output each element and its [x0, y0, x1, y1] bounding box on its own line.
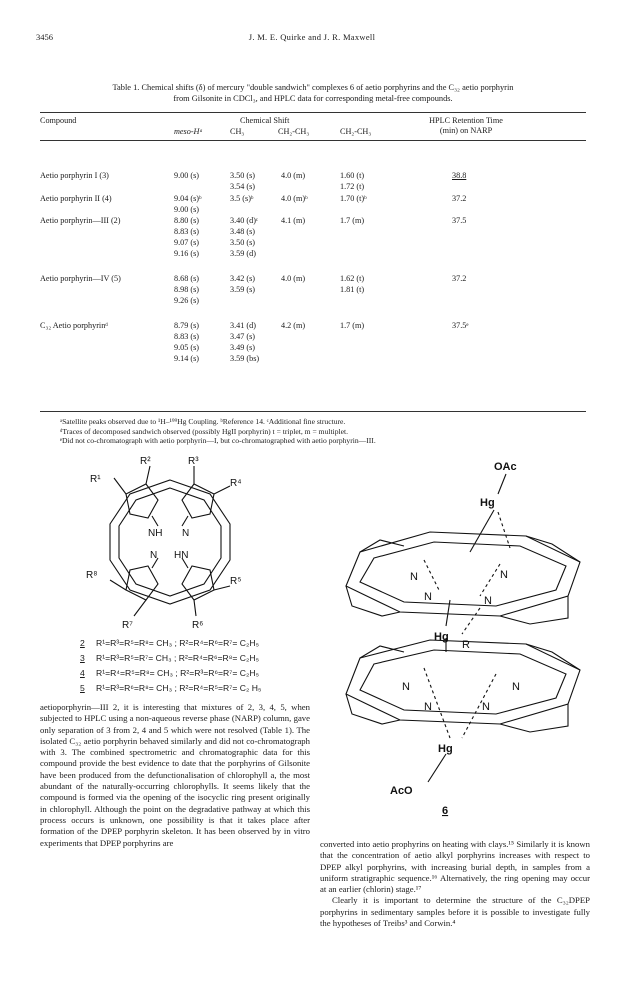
r-label: R	[462, 639, 470, 651]
table-cell-value: 3.50 (s)	[230, 238, 256, 247]
n-upper-3: N	[424, 591, 432, 603]
table-cell-value: 9.00 (s)	[174, 171, 200, 180]
oac-label: OAc	[494, 461, 517, 473]
table-cell-ch2	[281, 193, 308, 204]
table-cell-compound	[40, 193, 112, 204]
table-cell-value: Aetio porphyrin II (4)	[40, 194, 112, 203]
r7-label: R⁷	[122, 620, 133, 631]
r6-label: R⁶	[192, 620, 204, 631]
table-caption-line2: from Gilsonite in CDCl₃, and HPLC data for corresponding metal-free compounds.	[173, 94, 453, 103]
sandwich-complex-structure	[330, 448, 600, 823]
table-cell-value: Aetio porphyrin—III (2)	[40, 216, 121, 225]
table-cell-value: 3.50 (s)	[230, 171, 256, 180]
table-cell-ch2	[281, 320, 305, 331]
compound-6-label: 6	[442, 805, 449, 817]
n-upper-4: N	[484, 595, 492, 607]
isomer-3: 3 R¹=R³=R⁵=R⁷= CH₃ ; R²=R⁴=R⁶=R⁸= C₂H₅	[80, 653, 259, 663]
table-caption	[40, 82, 586, 104]
table-cell-ch3	[230, 320, 259, 364]
hg-middle-label: Hg	[434, 631, 449, 643]
isomer-5: 5 R¹=R³=R⁶=R⁸= CH₃ ; R²=R⁴=R⁵=R⁷= C₂ H₅	[80, 683, 262, 693]
table-cell-ch3	[230, 170, 255, 192]
table-top-rule	[40, 112, 586, 113]
header-meso: meso-Hᵃ	[174, 127, 203, 136]
table-cell-value: 4.0 (m)	[281, 274, 306, 283]
r8-label: R⁸	[86, 570, 98, 581]
table-cell-hplc	[452, 320, 468, 331]
table-caption-line1: Table 1. Chemical shifts (δ) of mercury "double sandwich" complexes 6 of aetio porphyrins and the C₃₂ aetio porphyrin	[112, 83, 514, 92]
table-cell-compound	[40, 170, 109, 181]
table-cell-compound	[40, 273, 121, 284]
n-upper-1: N	[410, 571, 418, 583]
running-head: J. M. E. Quirke and J. R. Maxwell	[248, 32, 376, 42]
n-lower-3: N	[424, 701, 432, 713]
hg-top-label: Hg	[480, 497, 495, 509]
table-cell-value: Aetio porphyrin I (3)	[40, 171, 109, 180]
table-cell-value: 8.79 (s)	[174, 321, 200, 330]
table-cell-value: 8.68 (s)	[174, 274, 200, 283]
n-lower-1: N	[402, 681, 410, 693]
table-cell-value: 9.00 (s)	[174, 205, 200, 214]
header-ch2ch3: CH₂-CH₃	[278, 127, 310, 136]
table-cell-ch3b	[340, 215, 364, 226]
table-cell-ch3b	[340, 320, 364, 331]
table-cell-value: 9.07 (s)	[174, 238, 200, 247]
table-cell-value: 3.41 (d)	[230, 321, 256, 330]
table-cell-compound	[40, 215, 121, 226]
table-cell-value: 9.26 (s)	[174, 296, 200, 305]
table-cell-meso	[174, 273, 199, 306]
table-cell-value: 38.8	[452, 171, 467, 180]
r1-label: R¹	[90, 474, 101, 485]
table-cell-value: 9.16 (s)	[174, 249, 200, 258]
table-footnotes	[60, 417, 376, 446]
table-cell-meso	[174, 320, 199, 364]
hn-label: HN	[174, 550, 189, 561]
table-cell-value: 37.5ᵉ	[452, 321, 469, 330]
table-cell-ch2	[281, 170, 305, 181]
table-cell-value: 9.14 (s)	[174, 354, 200, 363]
r5-label: R⁵	[230, 576, 242, 587]
table-cell-value: 8.83 (s)	[174, 227, 200, 236]
hg-bottom-label: Hg	[438, 743, 453, 755]
page-number: 3456	[36, 32, 53, 42]
table-cell-value: 37.2	[452, 194, 467, 203]
r3-label: R³	[188, 456, 199, 467]
table-cell-hplc	[452, 215, 466, 226]
table-cell-hplc	[452, 193, 466, 204]
table-cell-hplc	[452, 273, 466, 284]
table-cell-value: 3.59 (d)	[230, 249, 256, 258]
table-cell-value: 3.59 (s)	[230, 285, 256, 294]
header-hplc: HPLC Retention Time (min) on NARP	[429, 116, 503, 135]
table-cell-value: 4.0 (m)ᵇ	[281, 194, 308, 203]
aco-label: AcO	[390, 785, 413, 797]
table-cell-ch3	[230, 215, 258, 259]
r4-label: R⁴	[230, 478, 242, 489]
table-cell-meso	[174, 193, 202, 215]
table-cell-value: 3.49 (s)	[230, 343, 256, 352]
table-cell-value: 1.7 (m)	[340, 321, 365, 330]
isomer-4: 4 R¹=R⁴=R⁵=R⁸= CH₃ ; R²=R³=R⁶=R⁷= C₂H₅	[80, 668, 259, 678]
table-cell-value: 3.48 (s)	[230, 227, 256, 236]
table-cell-value: 1.70 (t)ᵇ	[340, 194, 367, 203]
table-cell-ch3	[230, 273, 255, 295]
footnote-e: ᵉDid not co-chromatograph with aetio porphyrin—I, but co-chromatographed with aetio porphyrin—III.	[60, 436, 376, 446]
table-cell-value: 3.42 (s)	[230, 274, 256, 283]
nh-label-1: NH	[148, 528, 163, 539]
table-cell-value: 3.54 (s)	[230, 182, 256, 191]
n-label-1: N	[182, 528, 190, 539]
table-cell-ch3b	[340, 193, 367, 204]
porphyrin-structure	[70, 452, 270, 632]
right-column-text: converted into aetio prophyrins on heating with clays.¹⁵ Similarly it is known that the concentration of aetio alkyl porphyrins increases with respect to DPEP alkyl porphyrins, with increasing burial depth, in samples from a uniform stratigraphic sequence.¹⁶ Alternatively, the ring opening may occur at an earlier (chlorin) stage.¹⁷ Clearly it is important to determine the structure of the C₃₂DPEP porphyrins in sedimentary samples before it is possible to investigate fully the hypotheses of Treibs³ and Corwin.⁴	[320, 839, 590, 929]
table-cell-ch2	[281, 215, 305, 226]
table-cell-value: 1.72 (t)	[340, 182, 365, 191]
table-cell-ch3b	[340, 170, 364, 192]
n-upper-2: N	[500, 569, 508, 581]
isomer-list	[80, 636, 261, 696]
table-cell-value: 1.62 (t)	[340, 274, 365, 283]
footnote-d: ᵈTraces of decomposed sandwich observed (possibly HgII porphyrin) t = triplet, m = multiplet.	[60, 426, 348, 436]
table-cell-value: 3.47 (s)	[230, 332, 256, 341]
table-cell-value: Aetio porphyrin—IV (5)	[40, 274, 121, 283]
table-cell-value: 4.1 (m)	[281, 216, 306, 225]
table-cell-value: 8.98 (s)	[174, 285, 200, 294]
table-cell-value: 3.59 (bs)	[230, 354, 260, 363]
n-lower-4: N	[482, 701, 490, 713]
table-cell-meso	[174, 215, 199, 259]
table-cell-ch3	[230, 193, 253, 204]
table-cell-value: 1.7 (m)	[340, 216, 365, 225]
table-cell-value: 8.80 (s)	[174, 216, 200, 225]
table-cell-value: 4.0 (m)	[281, 171, 306, 180]
footnote-a: ᵃSatellite peaks observed due to ¹H–¹⁹⁹Hg Coupling. ᵇReference 14. ᶜAdditional fine structure.	[60, 417, 346, 426]
table-header-rule	[40, 140, 586, 141]
table-cell-value: 4.2 (m)	[281, 321, 306, 330]
header-ch2ch3-b: CH₂-CH₃	[340, 127, 372, 136]
r2-label: R²	[140, 456, 151, 467]
table-cell-value: 37.2	[452, 274, 467, 283]
table-cell-meso	[174, 170, 199, 181]
table-cell-value: C₃₂ Aetio porphyrinᵈ	[40, 321, 108, 330]
table-cell-ch2	[281, 273, 305, 284]
n-label-2: N	[150, 550, 158, 561]
header-ch3: CH₃	[230, 127, 245, 136]
header-chemical-shift: Chemical Shift	[240, 116, 290, 125]
isomer-2: 2 R¹=R³=R⁵=R⁸= CH₃ ; R²=R⁴=R⁶=R⁷= C₂H₅	[80, 638, 259, 648]
table-cell-value: 37.5	[452, 216, 467, 225]
n-lower-2: N	[512, 681, 520, 693]
table-cell-hplc	[452, 170, 466, 181]
table-cell-compound	[40, 320, 108, 331]
table-cell-value: 9.05 (s)	[174, 343, 200, 352]
table-cell-value: 3.40 (d)ᶜ	[230, 216, 259, 225]
table-cell-value: 8.83 (s)	[174, 332, 200, 341]
table-cell-value: 1.60 (t)	[340, 171, 365, 180]
table-bottom-rule	[40, 411, 586, 412]
table-cell-ch3b	[340, 273, 364, 295]
table-cell-value: 3.5 (s)ᵇ	[230, 194, 254, 203]
table-cell-value: 1.81 (t)	[340, 285, 365, 294]
table-cell-value: 9.04 (s)ᵇ	[174, 194, 202, 203]
left-column-text: aetioporphyrin—III 2, it is interesting that mixtures of 2, 3, 4, 5, when subjected to HPLC using a non-aqueous reverse phase (NARP) column, gave only separation of 3 from 2, 4 and 5 which were not resolved (Table 1). The isolated C₃₂ aetio porphyrin behaved similarly and did not co-chromatograph with 3. The combined spectrometric and chromatographic data for this compound provide the best evidence to date that the porphyrins of Gilsonite have been produced from the defunctionalisation of chlorophyll a, the most abundant of the naturally-occurring chlorophylls. It seems likely that the compound is formed via the opening of the isocyclic ring present originally in chlorophyll. Although the point on the degradative pathway at which this process occurs is unknown, one possibility is that it takes place after formation of the DPEP porphyrin skeleton. It has been observed by in vitro experiments that DPEP porphyrins are	[40, 702, 310, 848]
header-compound: Compound	[40, 116, 77, 125]
